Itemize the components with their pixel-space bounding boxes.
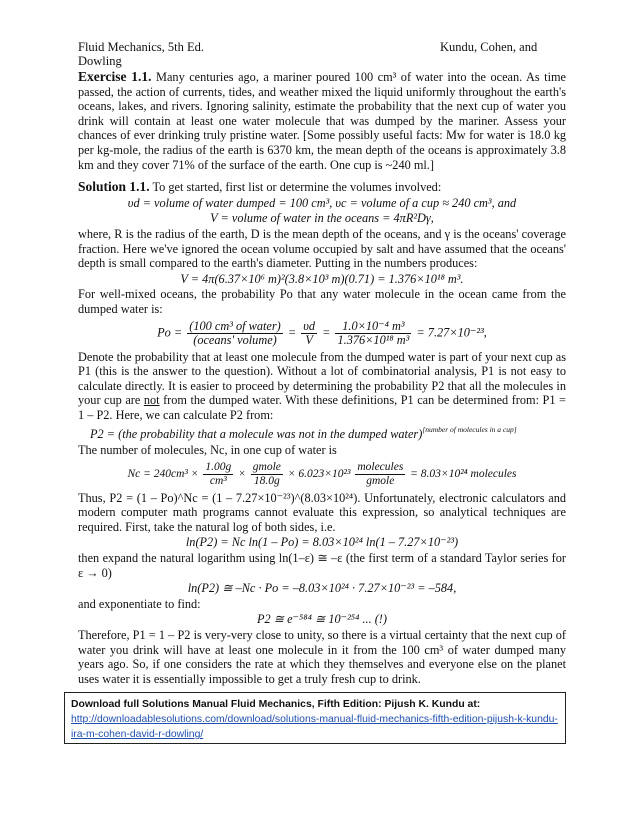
po-fraction-3-num: 1.0×10⁻⁴ m³ <box>335 320 411 334</box>
nc-times: × <box>238 467 246 480</box>
paragraph-where: where, R is the radius of the earth, D is the mean depth of the oceans, and γ is the oceans' coverage fraction. Here we've ignored the ocean volume occupied by salt and have assumed that the oceans' depth is small compared to the earth's diameter. Putting in the numbers produces: <box>78 226 566 271</box>
header-line-2: Dowling <box>78 54 122 68</box>
paragraph-exponentiate: and exponentiate to find: <box>78 596 201 611</box>
paragraph-thus-equation: Thus, P2 = (1 – Po)^Nc = (1 – 7.27×10⁻²³)^(8.03×10²⁴). <box>78 490 361 505</box>
nc-fraction-2 <box>251 461 283 488</box>
po-equals: = <box>287 324 297 339</box>
po-fraction-1-den: (oceans' volume) <box>193 332 277 347</box>
po-fraction-2-num: υd <box>303 318 315 333</box>
underlined-not: not <box>143 393 160 408</box>
po-fraction-3-den: 1.376×10¹⁸ m³ <box>337 332 410 347</box>
paragraph-denote <box>78 350 566 423</box>
equation-volumes-1: υd = volume of water dumped = 100 cm³, υc = volume of a cup ≈ 240 cm³, and <box>127 195 517 210</box>
po-lhs: Po = <box>157 324 183 339</box>
paragraph-denote-end: from the dumped water. With these definitions, P1 can be determined from: P1 = 1 – P2. Here, we can calculate P2 from: <box>78 393 566 422</box>
nc-fraction-3 <box>355 461 405 488</box>
po-fraction-1 <box>187 320 282 347</box>
equation-p2-definition <box>78 423 566 442</box>
po-fraction-3 <box>335 320 411 347</box>
p2-definition-exponent: [number of molecules in a cup] <box>422 425 517 435</box>
nc-result: = 8.03×10²⁴ molecules <box>410 467 517 480</box>
nc-fraction-2-num: gmole <box>252 460 281 473</box>
running-header-right: Kundu, Cohen, and <box>440 40 538 54</box>
p2-definition-text: P2 = (the probability that a molecule was not in the dumped water) <box>90 427 423 442</box>
nc-fraction-3-den: gmole <box>366 474 395 487</box>
nc-fraction-1-den: cm³ <box>209 474 227 487</box>
po-equals-2: = <box>322 324 331 339</box>
paragraph-number-molecules: The number of molecules, Nc, in one cup of water is <box>78 443 337 458</box>
nc-avogadro: × 6.023×10²³ <box>287 467 351 480</box>
header-line-1: Fluid Mechanics, 5th Ed. <box>78 40 205 54</box>
solution-intro <box>78 180 566 195</box>
po-fraction-1-num: (100 cm³ of water) <box>189 318 281 333</box>
po-result: = 7.27×10⁻²³, <box>416 324 487 339</box>
download-link[interactable]: http://downloadablesolutions.com/download/solutions-manual-fluid-mechanics-fifth-edition-pijush-k-kundu-ira-m-cohen-david-r-dowling/ <box>71 714 558 740</box>
equation-ln-2: ln(P2) ≅ –Nc · Po = –8.03×10²⁴ · 7.27×10⁻²³ = –584, <box>187 581 457 596</box>
exercise-text: Many centuries ago, a mariner poured 100 cm³ of water into the ocean. As time passed, the action of currents, tides, and weather mixed the liquid uniformly throughout the earth's oceans, lakes, and rivers. Ignoring salinity, estimate the probability that the next cup of water you drink will contain at least one water molecule that was dumped by the mariner. Assess your chances of ever drinking truly pristine water. [Some possibly useful facts: Mw for water is 18.0 kg per kg-mole, the radius of the earth is 6370 km, the mean depth of the oceans is approximately 3.8 km and they cover 71% of the surface of the earth. One cup is ~240 ml.] <box>78 70 567 172</box>
paragraph-well-mixed: For well-mixed oceans, the probability Po that any water molecule in the ocean came from the dumped water is: <box>78 287 566 316</box>
solution-intro-text: To get started, first list or determine the volumes involved: <box>152 180 442 195</box>
equation-ln-1: ln(P2) = Nc ln(1 – Po) = 8.03×10²⁴ ln(1 – 7.27×10⁻²³) <box>185 535 459 550</box>
nc-lhs: Nc = 240cm³ × <box>127 467 199 480</box>
po-fraction-2-den: V <box>305 332 313 347</box>
equation-po <box>78 320 566 347</box>
equation-nc <box>78 461 566 488</box>
paragraph-final: Therefore, P1 = 1 – P2 is very-very close to unity, so there is a virtual certainty that the next cup of water you drink will have at least one molecule in it from the 100 cm³ of water dumped many years ago. So, if one considers the rate at which they themselves and everyone else on the planet uses water it is essentially impossible to get a truly fresh cup to drink. <box>78 628 566 686</box>
running-header-left <box>78 40 204 68</box>
paragraph-expand: then expand the natural logarithm using ln(1–ε) ≅ –ε (the first term of a standard Taylor series for ε → 0) <box>78 551 566 580</box>
exercise-paragraph <box>78 70 566 172</box>
paragraph-thus <box>78 491 566 535</box>
solution-title: Solution 1.1. <box>78 179 150 195</box>
exercise-title: Exercise 1.1. <box>78 69 152 84</box>
equation-p2-final: P2 ≅ e⁻⁵⁸⁴ ≅ 10⁻²⁵⁴ ... (!) <box>256 612 388 627</box>
nc-fraction-1 <box>203 461 233 488</box>
download-notice-title: Download full Solutions Manual Fluid Mechanics, Fifth Edition: Pijush K. Kundu at: <box>71 699 481 710</box>
paragraph-denote-text: Denote the probability that at least one molecule from the dumped water is part of your next cup as P1 (this is the answer to the question). Without a lot of combinatorial analysis, P1 is not easy to calculate directly. It is easier to proceed by determining the probability P2 that all the molecules in your cup are <box>78 349 566 408</box>
document-body <box>78 70 566 686</box>
nc-fraction-3-num: molecules <box>357 460 404 473</box>
po-fraction-2 <box>301 320 317 347</box>
equation-ocean-volume: V = 4π(6.37×10⁶ m)²(3.8×10³ m)(0.71) = 1.376×10¹⁸ m³. <box>180 271 464 286</box>
nc-fraction-1-num: 1.00g <box>205 460 232 473</box>
download-notice-box <box>64 692 566 744</box>
nc-fraction-2-den: 18.0g <box>253 474 280 487</box>
paragraph-thus-text: Unfortunately, electronic calculators and modern computer math programs cannot evaluate this expression, so analytical techniques are required. First, take the natural log of both sides, i.e. <box>78 490 567 534</box>
equation-volumes-2: V = volume of water in the oceans = 4πR²Dγ, <box>210 211 434 226</box>
